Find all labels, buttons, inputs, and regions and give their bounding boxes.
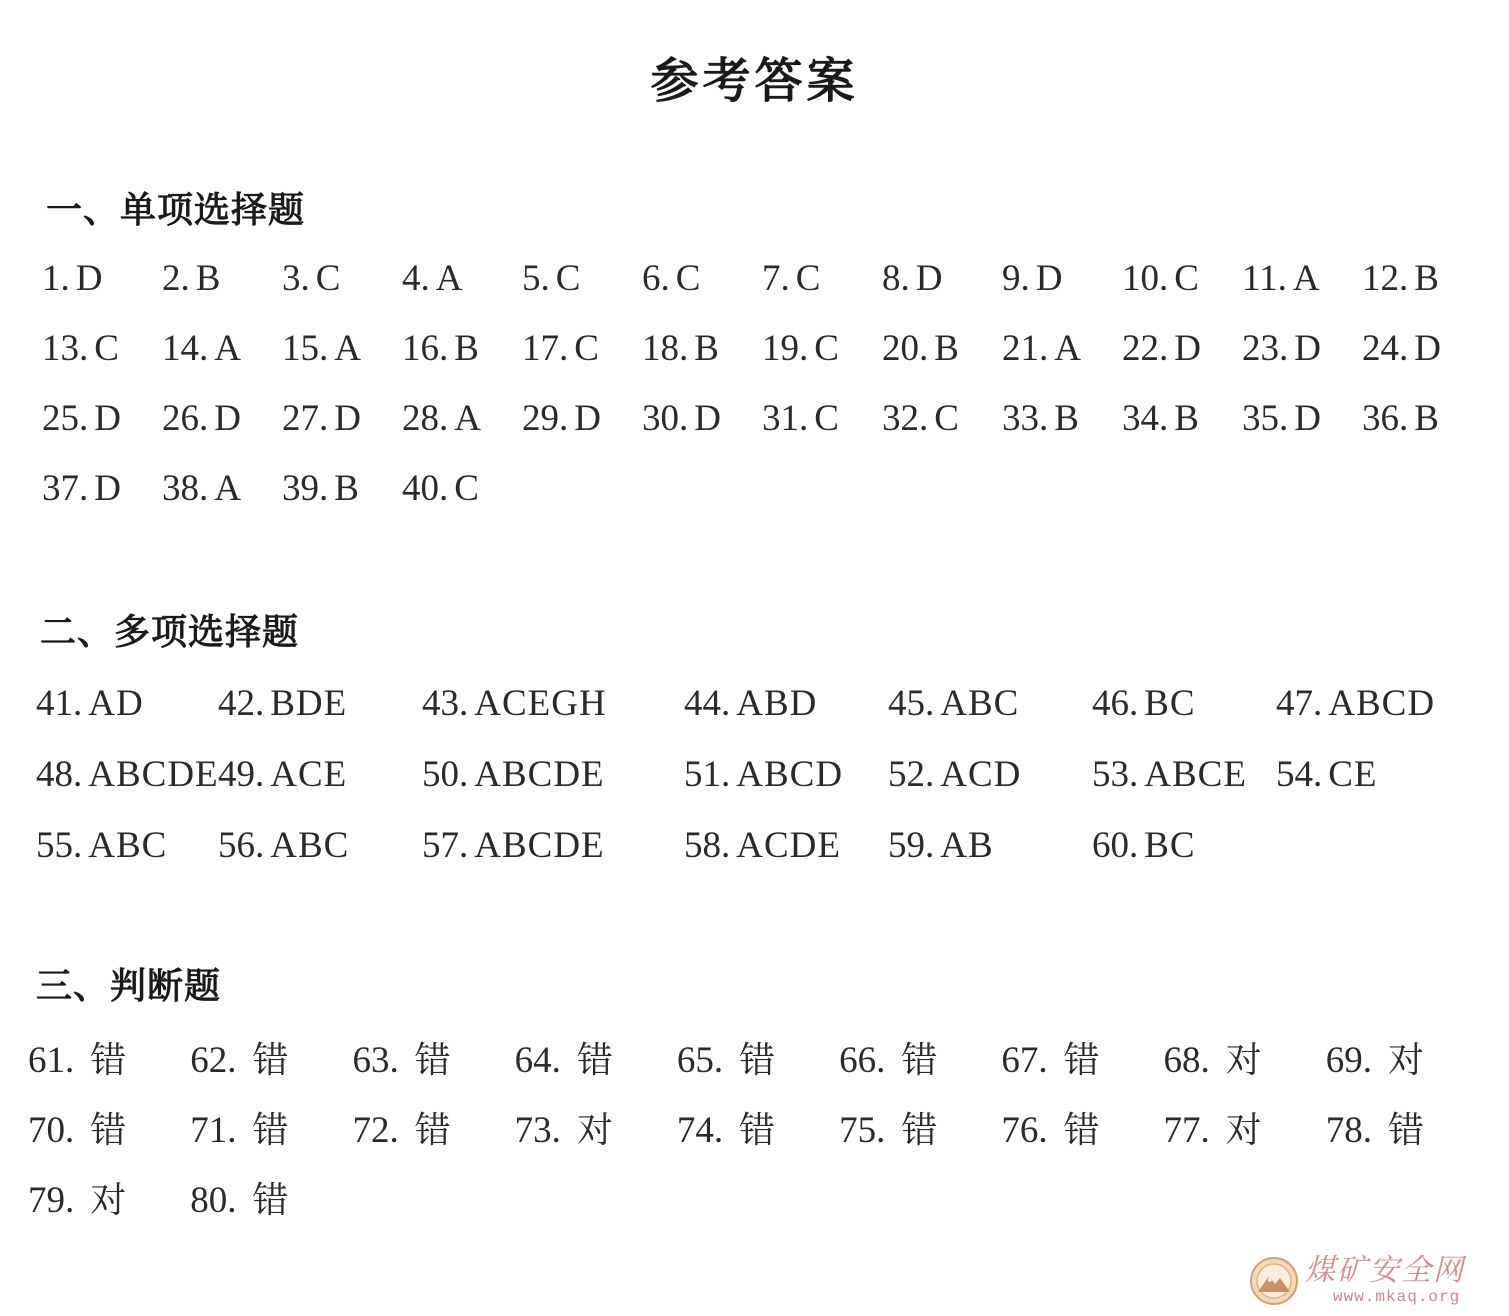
question-number: 33.	[1002, 398, 1049, 439]
question-number: 22.	[1122, 328, 1169, 369]
question-number: 15.	[282, 328, 329, 369]
question-number: 1.	[42, 258, 70, 299]
question-number: 80.	[190, 1180, 237, 1221]
answer-item	[1002, 314, 1122, 384]
answer-value: C	[1174, 258, 1200, 299]
question-number: 59.	[888, 825, 935, 866]
answer-item	[839, 1026, 1001, 1096]
answer-item	[36, 739, 218, 810]
question-number: 26.	[162, 398, 209, 439]
answer-item	[1362, 244, 1482, 314]
answer-item	[1001, 1096, 1163, 1166]
answer-value: BC	[1144, 825, 1196, 866]
answer-item	[1092, 810, 1276, 881]
answer-value: ABC	[940, 683, 1020, 724]
answer-value: 错	[90, 1110, 128, 1151]
answer-value: C	[795, 258, 822, 299]
answer-value: 错	[901, 1110, 939, 1151]
answer-value: 对	[90, 1180, 128, 1221]
answer-item	[762, 314, 882, 384]
question-number: 77.	[1163, 1110, 1210, 1151]
answer-value: D	[94, 398, 122, 439]
question-number: 12.	[1362, 258, 1409, 299]
answer-item	[352, 1096, 514, 1166]
answer-value: D	[1294, 328, 1322, 369]
question-number: 70.	[28, 1110, 75, 1151]
question-number: 24.	[1362, 328, 1409, 369]
question-number: 58.	[684, 825, 731, 866]
answer-item	[1164, 1096, 1326, 1166]
answer-value: D	[214, 398, 242, 439]
answer-item	[1122, 384, 1242, 454]
answer-value: CE	[1328, 754, 1378, 795]
answer-value: 错	[739, 1040, 777, 1081]
question-number: 36.	[1362, 398, 1409, 439]
answer-item	[762, 384, 882, 454]
question-number: 75.	[839, 1110, 886, 1151]
answer-item	[42, 384, 162, 454]
answer-value: D	[75, 258, 104, 299]
answer-item	[28, 1026, 190, 1096]
answer-item	[762, 244, 882, 314]
true-false-answers	[28, 1026, 1488, 1236]
answer-value: ABC	[270, 825, 350, 866]
question-number: 42.	[218, 683, 265, 724]
question-number: 52.	[888, 754, 935, 795]
answer-item	[684, 810, 888, 881]
answer-item	[515, 1026, 677, 1096]
answer-item	[162, 384, 282, 454]
answer-item	[28, 1096, 190, 1166]
question-number: 2.	[162, 258, 190, 299]
answer-value: BDE	[270, 683, 348, 724]
answer-value: D	[694, 398, 722, 439]
question-number: 5.	[522, 258, 550, 299]
question-number: 18.	[642, 328, 689, 369]
answer-item	[522, 244, 642, 314]
answer-value: ABCD	[1328, 683, 1436, 724]
answer-value: ACE	[270, 754, 348, 795]
answer-value: B	[454, 328, 480, 369]
answer-item	[1326, 1026, 1488, 1096]
answer-value: C	[814, 328, 840, 369]
answer-item	[882, 314, 1002, 384]
answer-value: B	[1174, 398, 1200, 439]
answer-value: 错	[1063, 1110, 1101, 1151]
question-number: 78.	[1325, 1110, 1373, 1151]
answer-value: B	[195, 258, 222, 299]
answer-value: AD	[88, 683, 144, 724]
answer-value: 错	[739, 1110, 777, 1151]
question-number: 39.	[282, 468, 329, 509]
answer-value: A	[454, 398, 482, 439]
answer-item	[218, 739, 422, 810]
answer-value: 错	[414, 1110, 452, 1151]
question-number: 37.	[42, 468, 89, 509]
answer-item	[1001, 1026, 1163, 1096]
question-number: 54.	[1276, 754, 1323, 795]
answer-value: A	[334, 328, 362, 369]
section-heading-true-false: 三、判断题	[36, 966, 222, 1007]
answer-item	[402, 454, 522, 524]
question-number: 79.	[28, 1180, 75, 1221]
answer-item	[162, 314, 282, 384]
answer-value: D	[1174, 328, 1202, 369]
answer-item	[1092, 668, 1276, 739]
answer-value: 对	[576, 1110, 614, 1151]
question-number: 76.	[1001, 1110, 1048, 1151]
question-number: 68.	[1163, 1040, 1210, 1081]
question-number: 27.	[282, 398, 329, 439]
question-number: 14.	[162, 328, 209, 369]
question-number: 65.	[676, 1040, 724, 1081]
answer-value: C	[814, 398, 840, 439]
answer-item	[522, 314, 642, 384]
answer-item	[402, 314, 522, 384]
question-number: 67.	[1001, 1040, 1048, 1081]
answer-item	[190, 1026, 352, 1096]
answer-value: B	[1414, 258, 1440, 299]
watermark-site-url: www.mkaq.org	[1333, 1288, 1461, 1306]
answer-item	[888, 739, 1092, 810]
single-choice-answers	[42, 244, 1482, 524]
answer-value: C	[675, 258, 702, 299]
question-number: 45.	[888, 683, 935, 724]
answer-item	[282, 244, 402, 314]
section-heading-single-choice: 一、单项选择题	[46, 190, 306, 231]
answer-item	[642, 384, 762, 454]
multiple-choice-answers	[36, 668, 1476, 881]
answer-value: 错	[901, 1040, 939, 1081]
answer-value: ABCD	[736, 754, 844, 795]
answer-value: D	[1414, 328, 1442, 369]
question-number: 32.	[882, 398, 929, 439]
answer-value: 错	[414, 1040, 452, 1081]
answer-item	[352, 1026, 514, 1096]
answer-item	[882, 384, 1002, 454]
answer-value: A	[1292, 258, 1321, 299]
answer-item	[642, 244, 762, 314]
question-number: 31.	[762, 398, 809, 439]
answer-item	[642, 314, 762, 384]
answer-item	[684, 739, 888, 810]
answer-item	[1122, 314, 1242, 384]
answer-value: C	[94, 328, 120, 369]
question-number: 8.	[882, 258, 910, 299]
answer-item	[36, 810, 218, 881]
question-number: 55.	[36, 825, 83, 866]
answer-item	[1276, 668, 1476, 739]
answer-value: 错	[1063, 1040, 1101, 1081]
answer-item	[42, 314, 162, 384]
answer-value: 错	[252, 1110, 290, 1151]
answer-item	[282, 314, 402, 384]
answer-value: ABCE	[1144, 754, 1247, 795]
answer-item	[522, 384, 642, 454]
answer-value: B	[1054, 398, 1080, 439]
answer-value: 错	[1388, 1110, 1426, 1151]
question-number: 34.	[1122, 398, 1169, 439]
question-number: 57.	[422, 825, 469, 866]
answer-value: B	[334, 468, 360, 509]
question-number: 9.	[1002, 258, 1030, 299]
answer-item	[422, 739, 684, 810]
question-number: 13.	[42, 328, 89, 369]
page-title: 参考答案	[650, 53, 859, 109]
answer-item	[36, 668, 218, 739]
answer-value: C	[574, 328, 600, 369]
question-number: 16.	[402, 328, 449, 369]
answer-item	[1092, 739, 1276, 810]
question-number: 61.	[28, 1040, 75, 1081]
answer-value: B	[1414, 398, 1440, 439]
answer-value: D	[94, 468, 122, 509]
question-number: 62.	[190, 1040, 237, 1081]
question-number: 43.	[422, 683, 469, 724]
answer-value: 错	[252, 1040, 290, 1081]
answer-value: ACDE	[736, 825, 841, 866]
answer-value: C	[315, 258, 342, 299]
question-number: 17.	[522, 328, 569, 369]
answer-item	[282, 384, 402, 454]
answer-value: A	[214, 468, 242, 509]
answer-item	[218, 810, 422, 881]
answer-item	[1242, 244, 1362, 314]
question-number: 3.	[282, 258, 310, 299]
answer-item	[190, 1166, 352, 1236]
answer-value: B	[694, 328, 720, 369]
answer-value: C	[555, 258, 582, 299]
answer-value: ABD	[736, 683, 818, 724]
question-number: 63.	[352, 1040, 399, 1081]
question-number: 21.	[1002, 328, 1049, 369]
answer-item	[888, 668, 1092, 739]
answer-value: B	[934, 328, 960, 369]
answer-value: D	[1294, 398, 1322, 439]
question-number: 28.	[402, 398, 449, 439]
answer-value: D	[915, 258, 944, 299]
question-number: 50.	[422, 754, 469, 795]
answer-value: A	[214, 328, 242, 369]
question-number: 74.	[676, 1110, 724, 1151]
answer-item	[42, 244, 162, 314]
answer-item	[1362, 384, 1482, 454]
question-number: 44.	[684, 683, 731, 724]
answer-value: ABCDE	[474, 825, 605, 866]
question-number: 64.	[514, 1040, 561, 1081]
answer-item	[677, 1096, 839, 1166]
answer-value: AB	[940, 825, 994, 866]
question-number: 35.	[1242, 398, 1289, 439]
site-watermark	[1249, 1254, 1499, 1310]
question-number: 46.	[1092, 683, 1139, 724]
question-number: 66.	[839, 1040, 886, 1081]
answer-value: C	[934, 398, 960, 439]
answer-item	[1362, 314, 1482, 384]
question-number: 40.	[402, 468, 449, 509]
answer-value: A	[1054, 328, 1082, 369]
question-number: 10.	[1122, 258, 1169, 299]
answer-item	[190, 1096, 352, 1166]
answer-item	[1164, 1026, 1326, 1096]
answer-item	[888, 810, 1092, 881]
section-heading-multiple-choice: 二、多项选择题	[40, 612, 300, 653]
question-number: 56.	[218, 825, 265, 866]
question-number: 69.	[1325, 1040, 1373, 1081]
answer-item	[1326, 1096, 1488, 1166]
answer-item	[42, 454, 162, 524]
question-number: 48.	[36, 754, 83, 795]
question-number: 49.	[218, 754, 265, 795]
answer-item	[515, 1096, 677, 1166]
answer-item	[162, 454, 282, 524]
question-number: 73.	[514, 1110, 561, 1151]
question-number: 72.	[352, 1110, 399, 1151]
answer-item	[218, 668, 422, 739]
answer-value: 错	[252, 1180, 290, 1221]
answer-item	[677, 1026, 839, 1096]
answer-value: 对	[1225, 1040, 1263, 1081]
answer-value: BC	[1144, 683, 1196, 724]
answer-item	[402, 244, 522, 314]
question-number: 30.	[642, 398, 689, 439]
answer-item	[28, 1166, 190, 1236]
answer-item	[839, 1096, 1001, 1166]
question-number: 7.	[762, 258, 790, 299]
question-number: 53.	[1092, 754, 1139, 795]
answer-value: 错	[90, 1040, 128, 1081]
answer-item	[422, 810, 684, 881]
answer-value: 错	[576, 1040, 614, 1081]
answer-item	[1002, 244, 1122, 314]
answer-item	[162, 244, 282, 314]
question-number: 71.	[190, 1110, 237, 1151]
answer-item	[1242, 314, 1362, 384]
answer-value: ACD	[940, 754, 1022, 795]
mountain-logo-icon	[1249, 1256, 1299, 1306]
question-number: 6.	[642, 258, 670, 299]
question-number: 51.	[684, 754, 731, 795]
answer-value: D	[574, 398, 602, 439]
watermark-site-name: 煤矿安全网	[1305, 1253, 1465, 1288]
answer-value: 对	[1388, 1040, 1426, 1081]
answer-value: D	[334, 398, 362, 439]
question-number: 23.	[1242, 328, 1289, 369]
answer-item	[1122, 244, 1242, 314]
question-number: 19.	[762, 328, 809, 369]
question-number: 47.	[1276, 683, 1323, 724]
answer-value: ABCDE	[88, 754, 219, 795]
question-number: 29.	[522, 398, 569, 439]
answer-item	[402, 384, 522, 454]
answer-item	[1242, 384, 1362, 454]
question-number: 11.	[1242, 258, 1287, 299]
answer-value: 对	[1225, 1110, 1263, 1151]
question-number: 4.	[402, 258, 430, 299]
question-number: 25.	[42, 398, 89, 439]
answer-value: ABCDE	[474, 754, 605, 795]
question-number: 38.	[162, 468, 209, 509]
answer-item	[282, 454, 402, 524]
answer-value: ACEGH	[474, 683, 607, 724]
answer-item	[1002, 384, 1122, 454]
answer-item	[422, 668, 684, 739]
question-number: 60.	[1092, 825, 1139, 866]
answer-item	[882, 244, 1002, 314]
answer-value: A	[435, 258, 464, 299]
answer-value: ABC	[88, 825, 168, 866]
answer-item	[684, 668, 888, 739]
question-number: 41.	[36, 683, 83, 724]
answer-value: C	[454, 468, 480, 509]
answer-item	[1276, 739, 1476, 810]
question-number: 20.	[882, 328, 929, 369]
answer-value: D	[1035, 258, 1064, 299]
